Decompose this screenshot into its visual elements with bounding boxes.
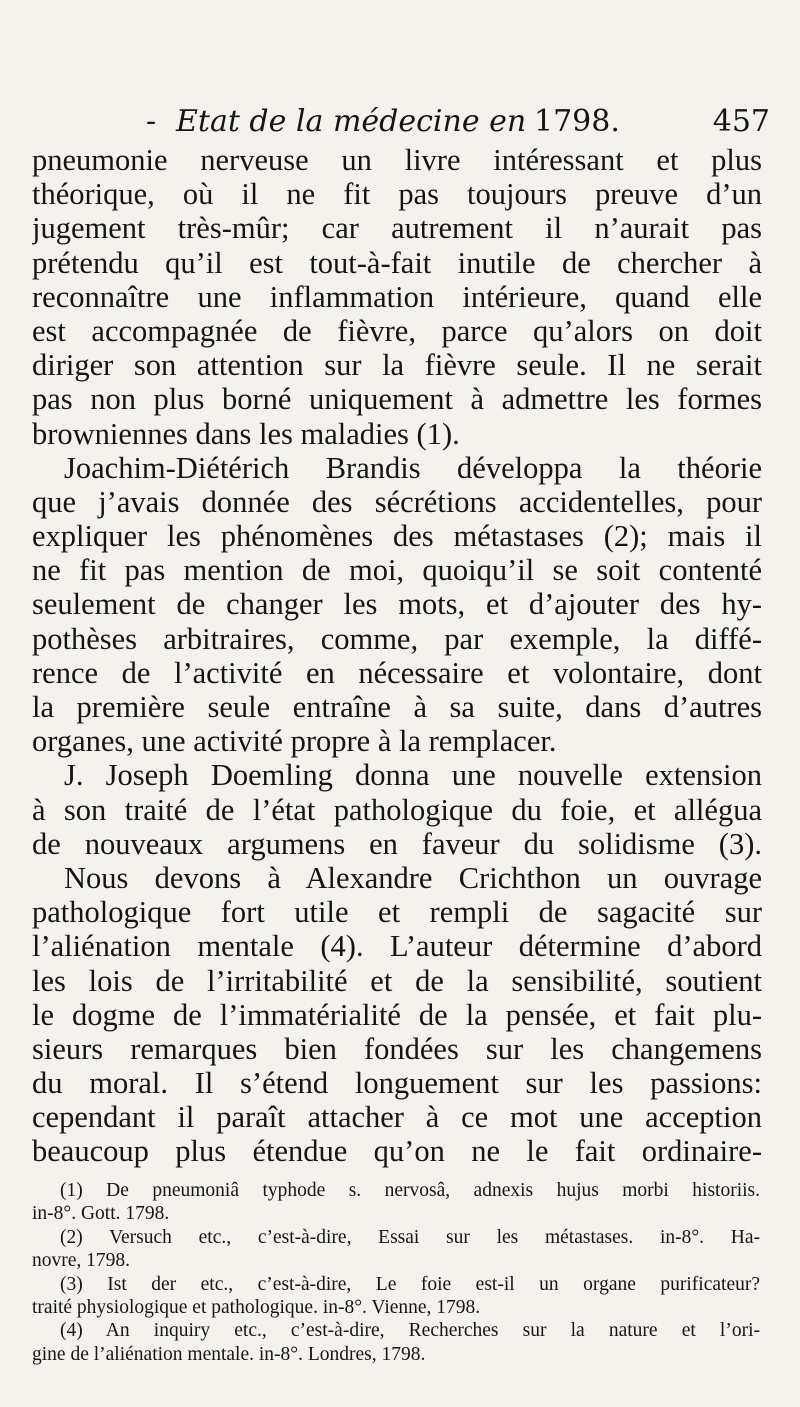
footnote-line: (1) De pneumoniâ typhode s. nervosâ, adnexis hujus morbi historiis. xyxy=(60,1180,760,1201)
text-line: diriger son attention sur la fièvre seule. Il ne serait xyxy=(32,348,762,383)
text-line: pothèses arbitraires, comme, par exemple, la diffé- xyxy=(32,621,762,656)
text-line: la première seule entraîne à sa suite, dans d’autres xyxy=(32,690,762,724)
text-line: les lois de l’irritabilité et de la sensibilité, soutient xyxy=(32,963,762,998)
footnote-line: traité physiologique et pathologique. in-8°. Vienne, 1798. xyxy=(32,1296,481,1318)
text-line: pathologique fort utile et rempli de sagacité sur xyxy=(32,895,762,930)
text-line: sieurs remarques bien fondées sur les changemens xyxy=(32,1031,762,1066)
running-year: 1798. xyxy=(534,104,620,139)
text-line: organes, une activité propre à la remplacer. xyxy=(32,724,557,759)
text-line: l’aliénation mentale (4). L’auteur détermine d’abord xyxy=(32,929,762,964)
text-line: pneumonie nerveuse un livre intéressant et plus xyxy=(32,143,762,177)
text-line: du moral. Il s’étend longuement sur les passions: xyxy=(32,1066,762,1101)
footnote-line: gine de l’aliénation mentale. in-8°. Londres, 1798. xyxy=(32,1343,426,1365)
footnote-line: (2) Versuch etc., c’est-à-dire, Essai sur les métastases. in-8°. Ha- xyxy=(60,1226,760,1248)
text-line: prétendu qu’il est tout-à-fait inutile de chercher à xyxy=(32,245,762,280)
footnote-line: novre, 1798. xyxy=(32,1250,131,1272)
text-line: le dogme de l’immatérialité de la pensée, et fait plu- xyxy=(32,997,762,1032)
text-line: beaucoup plus étendue qu’on ne le fait ordinaire- xyxy=(32,1134,762,1169)
text-line: seulement de changer les mots, et d’ajouter des hy- xyxy=(32,587,762,622)
footnote-line: (4) An inquiry etc., c’est-à-dire, Recherches sur la nature et l’ori- xyxy=(60,1320,760,1342)
text-line: reconnaître une inflammation intérieure, quand elle xyxy=(32,279,762,314)
main-text xyxy=(32,143,762,1169)
text-line: à son traité de l’état pathologique du foie, et allégua xyxy=(32,792,762,827)
text-line: Joachim-Diétérich Brandis développa la théorie xyxy=(64,450,762,485)
header-dash: - xyxy=(146,104,157,139)
text-line: de nouveaux argumens en faveur du solidisme (3). xyxy=(32,826,762,861)
text-line: jugement très-mûr; car autrement il n’aurait pas xyxy=(32,211,762,246)
footnote-line: (3) Ist der etc., c’est-à-dire, Le foie est-il un organe purificateur? xyxy=(60,1273,760,1295)
footnote-line: in-8°. Gott. 1798. xyxy=(32,1203,170,1225)
text-line: est accompagnée de fièvre, parce qu’alors on doit xyxy=(32,313,762,348)
text-line: browniennes dans les maladies (1). xyxy=(32,416,460,451)
text-line: ne fit pas mention de moi, quoiqu’il se soit contenté xyxy=(32,553,762,588)
text-line: expliquer les phénomènes des métastases (2); mais il xyxy=(32,519,762,554)
page-number: 457 xyxy=(712,104,770,139)
text-line: cependant il paraît attacher à ce mot une acception xyxy=(32,1100,762,1135)
footnotes xyxy=(32,1179,760,1366)
text-line: Nous devons à Alexandre Crichthon un ouvrage xyxy=(64,860,762,895)
text-line: théorique, où il ne fit pas toujours preuve d’un xyxy=(32,177,762,212)
text-line: rence de l’activité en nécessaire et volontaire, dont xyxy=(32,655,762,690)
text-line: que j’avais donnée des sécrétions accidentelles, pour xyxy=(32,484,762,519)
text-line: J. Joseph Doemling donna une nouvelle extension xyxy=(64,758,762,793)
running-title: Etat de la médecine en xyxy=(176,104,527,139)
running-header xyxy=(146,100,770,144)
text-line: pas non plus borné uniquement à admettre les formes xyxy=(32,382,762,417)
